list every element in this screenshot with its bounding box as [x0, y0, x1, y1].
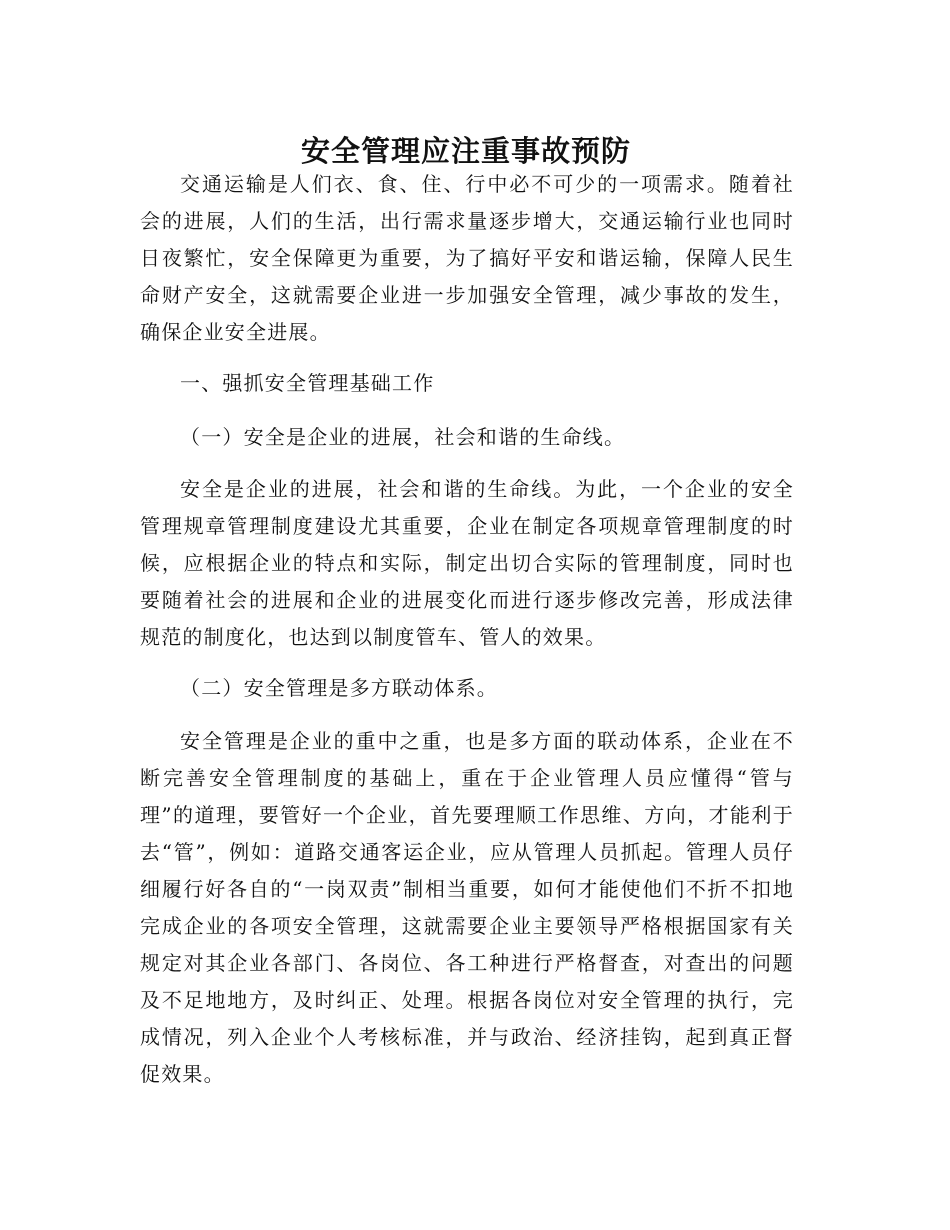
section-heading-1: 一、强抓安全管理基础工作	[180, 371, 435, 395]
document-title: 安全管理应注重事故预防	[300, 134, 631, 169]
paragraph-linked-system: 安全管理是企业的重中之重，也是多方面的联动体系，企业在不断完善安全管理制度的基础上，重在于企业管理人员应懂得“管与理”的道理，要管好一个企业，首先要理顺工作思维、方向，才能利于去“管”，例如：道路交通客运企业，应从管理人员抓起。管理人员仔细履行好各自的“一岗双责”制相当重要，如何才能使他们不折不扣地完成企业的各项安全管理，这就需要企业主要领导严格根据国家有关规定对其企业各部门、各岗位、各工种进行严格督查，对查出的问题及不足地地方，及时纠正、处理。根据各岗位对安全管理的执行，完成情况，列入企业个人考核标准，并与政治、经济挂钩，起到真正督促效果。	[140, 729, 794, 1086]
paragraph-intro: 交通运输是人们衣、食、住、行中必不可少的一项需求。随着社会的进展，人们的生活，出行需求量逐步增大，交通运输行业也同时日夜繁忙，安全保障更为重要，为了搞好平安和谐运输，保障人民生命财产安全，这就需要企业进一步加强安全管理，减少事故的发生，确保企业安全进展。	[140, 172, 794, 344]
subsection-heading-2: （二）安全管理是多方联动体系。	[180, 676, 498, 700]
paragraph-safety-lifeline: 安全是企业的进展，社会和谐的生命线。为此，一个企业的安全管理规章管理制度建设尤其重要，企业在制定各项规章管理制度的时候，应根据企业的特点和实际，制定出切合实际的管理制度，同时也要随着社会的进展和企业的进展变化而进行逐步修改完善，形成法律规范的制度化，也达到以制度管车、管人的效果。	[140, 477, 794, 649]
subsection-heading-1: （一）安全是企业的进展，社会和谐的生命线。	[180, 425, 626, 449]
